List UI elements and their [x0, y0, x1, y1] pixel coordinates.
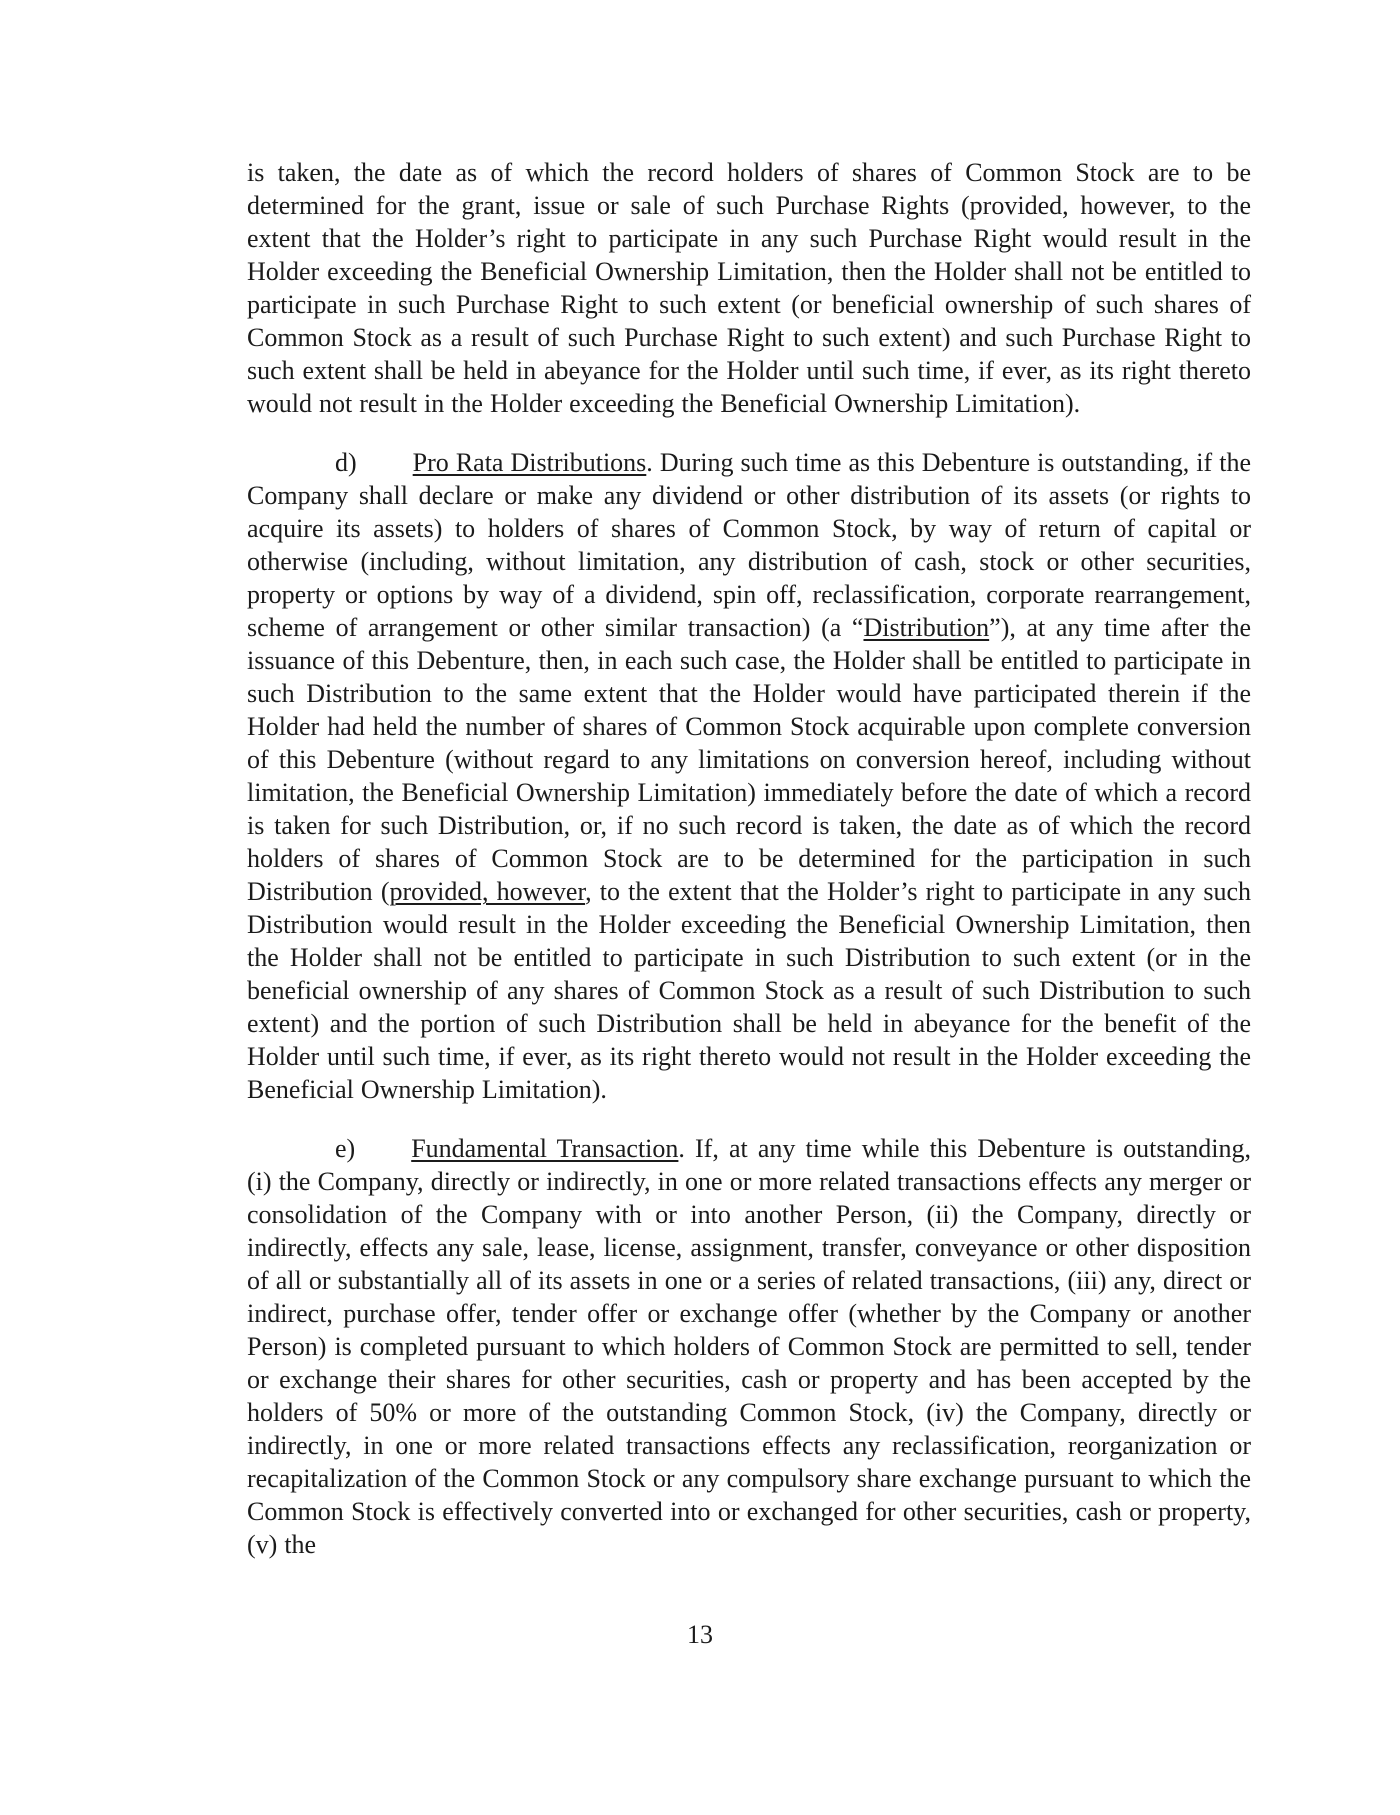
page-number: 13	[687, 1620, 713, 1649]
underlined-term: provided, however	[389, 877, 586, 906]
text-run: , to the extent that the Holder’s right to participate in any such Distribution would result in the Holder exceeding the Beneficial Ownership Limitation, then the Holder shall not be entitled to participate in such Distribution to such extent (or in the beneficial ownership of any shares of Common Stock as a result of such Distribution to such extent) and the portion of such Distribution shall be held in abeyance for the benefit of the Holder until such time, if ever, as its right thereto would not result in the Holder exceeding the Beneficial Ownership Limitation).	[247, 877, 1251, 1104]
paragraph	[247, 1132, 1251, 1561]
paragraph-label: d)	[335, 448, 357, 477]
text-run: ”), at any time after the issuance of this Debenture, then, in each such case, the Holder shall be entitled to participate in such Distribution to the same extent that the Holder would have participated therein if the Holder had held the number of shares of Common Stock acquirable upon complete conversion of this Debenture (without regard to any limitations on conversion hereof, including without limitation, the Beneficial Ownership Limitation) immediately before the date of which a record is taken for such Distribution, or, if no such record is taken, the date as of which the record holders of shares of Common Stock are to be determined for the participation in such Distribution (	[247, 613, 1251, 906]
paragraph-label: e)	[335, 1134, 356, 1163]
paragraph	[247, 446, 1251, 1106]
underlined-term: Fundamental Transaction	[411, 1134, 679, 1163]
underlined-term: Pro Rata Distributions	[412, 448, 647, 477]
text-run: is taken, the date as of which the record holders of shares of Common Stock are to be determined for the grant, issue or sale of such Purchase Rights (provided, however, to the extent that the Holder’s right to participate in any such Purchase Right would result in the Holder exceeding the Beneficial Ownership Limitation, then the Holder shall not be entitled to participate in such Purchase Right to such extent (or beneficial ownership of such shares of Common Stock as a result of such Purchase Right to such extent) and such Purchase Right to such extent shall be held in abeyance for the Holder until such time, if ever, as its right thereto would not result in the Holder exceeding the Beneficial Ownership Limitation).	[247, 158, 1251, 418]
text-run: . During such time as this Debenture is outstanding, if the Company shall declare or make any dividend or other distribution of its assets (or rights to acquire its assets) to holders of shares of Common Stock, by way of return of capital or otherwise (including, without limitation, any distribution of cash, stock or other securities, property or options by way of a dividend, spin off, reclassification, corporate rearrangement, scheme of arrangement or other similar transaction) (a “	[247, 448, 1251, 642]
document-body	[247, 156, 1251, 1561]
text-run: . If, at any time while this Debenture is outstanding, (i) the Company, directly or indirectly, in one or more related transactions effects any merger or consolidation of the Company with or into another Person, (ii) the Company, directly or indirectly, effects any sale, lease, license, assignment, transfer, conveyance or other disposition of all or substantially all of its assets in one or a series of related transactions, (iii) any, direct or indirect, purchase offer, tender offer or exchange offer (whether by the Company or another Person) is completed pursuant to which holders of Common Stock are permitted to sell, tender or exchange their shares for other securities, cash or property and has been accepted by the holders of 50% or more of the outstanding Common Stock, (iv) the Company, directly or indirectly, in one or more related transactions effects any reclassification, reorganization or recapitalization of the Common Stock or any compulsory share exchange pursuant to which the Common Stock is effectively converted into or exchanged for other securities, cash or property, (v) the	[247, 1134, 1251, 1559]
paragraph	[247, 156, 1251, 420]
underlined-term: Distribution	[863, 613, 990, 642]
